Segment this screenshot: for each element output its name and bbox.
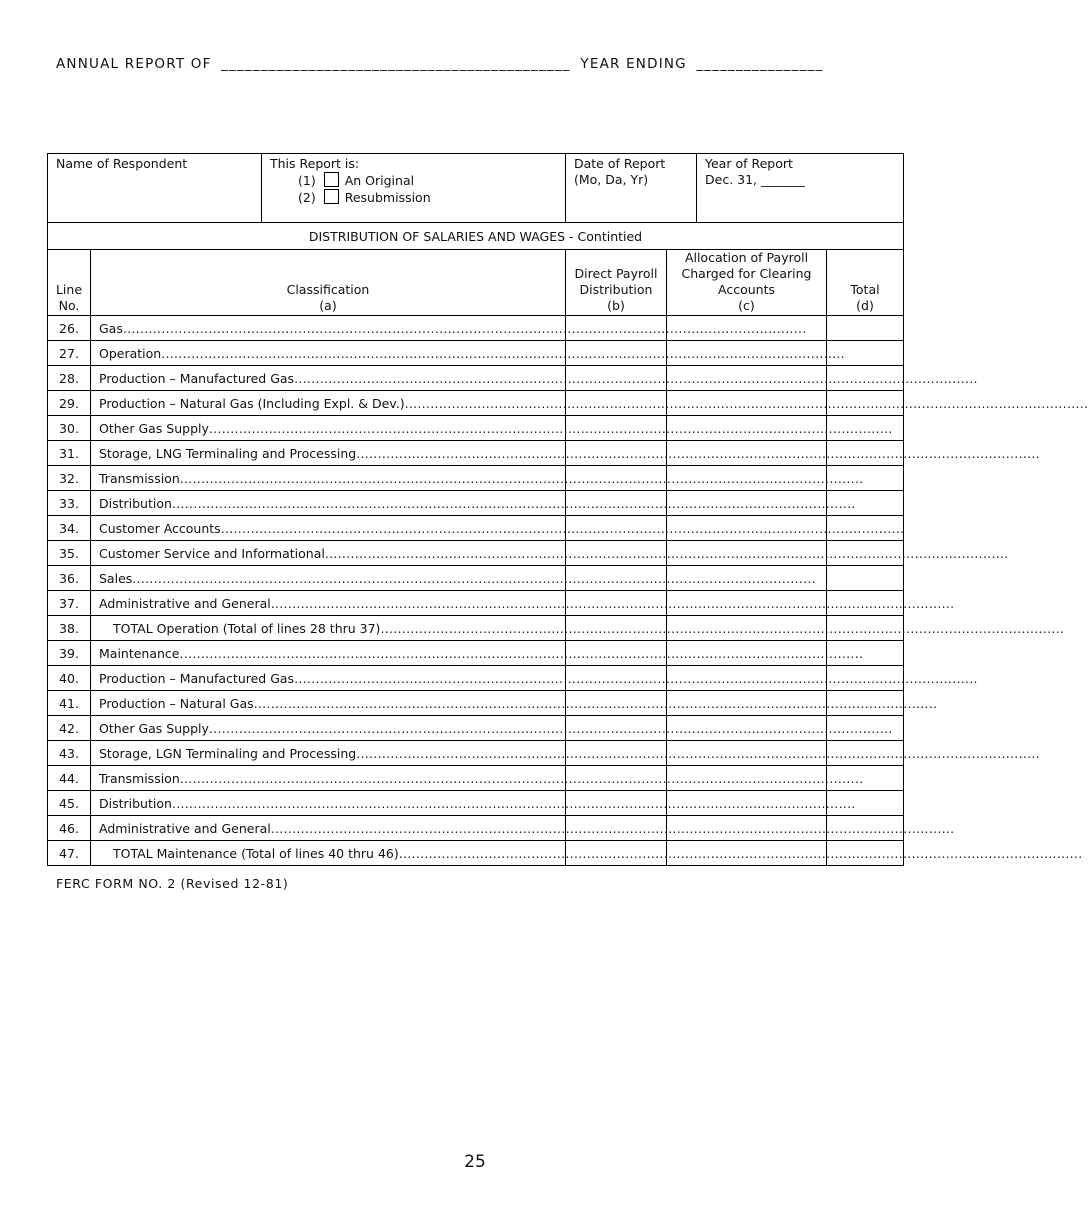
table-row [48, 391, 904, 416]
classification-label: Storage, LGN Terminaling and Processing [99, 745, 357, 761]
col-header-classification: Classification (a) [91, 250, 566, 316]
line-number: 29. [48, 391, 91, 416]
option-original-number: (1) [298, 173, 316, 188]
table-row [48, 841, 904, 866]
classification-label: Production – Natural Gas (Including Expl. & Dev.) [99, 395, 405, 411]
respondent-name-label: Name of Respondent [56, 156, 188, 171]
leader-dots: ................................................................................................................................................................ [356, 745, 1040, 761]
table-row [48, 791, 904, 816]
table-row [48, 341, 904, 366]
classification-label: Distribution [99, 495, 172, 511]
leader-dots: ................................................................................................................................................................ [404, 395, 1088, 411]
classification-label: Customer Service and Informational [99, 545, 325, 561]
line-number: 43. [48, 741, 91, 766]
classification-label: Production – Manufactured Gas [99, 670, 295, 686]
line-number: 44. [48, 766, 91, 791]
table-row [48, 816, 904, 841]
col-header-line: Line No. [48, 250, 91, 316]
leader-dots: ................................................................................................................................................................ [179, 770, 864, 786]
leader-dots: ................................................................................................................................................................ [122, 320, 807, 336]
year-of-report-cell[interactable] [697, 154, 904, 223]
classification-cell [91, 716, 893, 741]
table-body [48, 316, 1088, 866]
classification-cell [91, 341, 845, 366]
leader-dots: ................................................................................................................................................................ [179, 645, 864, 661]
table-row [48, 416, 904, 441]
line-number: 34. [48, 516, 91, 541]
page-number: 25 [464, 1152, 486, 1172]
total-input[interactable] [827, 566, 904, 591]
classification-cell [91, 816, 955, 841]
table-row [48, 366, 904, 391]
leader-dots: ................................................................................................................................................................ [171, 495, 856, 511]
line-number: 39. [48, 641, 91, 666]
table-row [48, 716, 904, 741]
annual-report-label: ANNUAL REPORT OF [56, 56, 212, 72]
classification-label: Sales [99, 570, 133, 586]
classification-label: Other Gas Supply [99, 420, 209, 436]
classification-cell [91, 766, 864, 791]
line-number: 32. [48, 466, 91, 491]
option-resubmission-label: Resubmission [344, 190, 431, 205]
form-number: FERC FORM NO. 2 (Revised 12-81) [56, 876, 289, 891]
line-number: 33. [48, 491, 91, 516]
line-number: 36. [48, 566, 91, 591]
table-row [48, 441, 904, 466]
leader-dots: ................................................................................................................................................................ [220, 520, 905, 536]
table-row [48, 466, 904, 491]
year-of-report-label: Year of Report [705, 156, 793, 171]
leader-dots: ................................................................................................................................................................ [270, 820, 955, 836]
option-resubmission [270, 189, 557, 206]
classification-cell [91, 516, 905, 541]
line-number: 30. [48, 416, 91, 441]
leader-dots: ................................................................................................................................................................ [398, 845, 1083, 861]
classification-cell [91, 791, 856, 816]
date-of-report-label: Date of Report [574, 156, 666, 171]
line-number: 27. [48, 341, 91, 366]
table-row [48, 641, 904, 666]
respondent-name-cell[interactable] [48, 154, 262, 223]
table-row [48, 741, 904, 766]
total-input[interactable] [827, 316, 904, 341]
table-row [48, 766, 904, 791]
classification-label: Customer Accounts [99, 520, 221, 536]
leader-dots: ................................................................................................................................................................ [324, 545, 1009, 561]
leader-dots: ................................................................................................................................................................ [270, 595, 955, 611]
classification-label: Transmission [99, 770, 180, 786]
option-original-label: An Original [344, 173, 415, 188]
report-type-cell [262, 154, 566, 223]
leader-dots: ................................................................................................................................................................ [294, 670, 978, 686]
classification-label: TOTAL Operation (Total of lines 28 thru 37) [113, 620, 381, 636]
line-number: 38. [48, 616, 91, 641]
line-number: 28. [48, 366, 91, 391]
line-number: 35. [48, 541, 91, 566]
year-ending-blank[interactable]: ________________ [696, 56, 824, 72]
line-number: 41. [48, 691, 91, 716]
table-row [48, 541, 904, 566]
classification-cell [91, 616, 1065, 641]
classification-label: Production – Manufactured Gas [99, 370, 295, 386]
classification-cell [91, 666, 978, 691]
classification-label: Transmission [99, 470, 180, 486]
classification-cell [91, 841, 1083, 866]
year-ending-label: YEAR ENDING [580, 56, 687, 72]
leader-dots: ................................................................................................................................................................ [171, 795, 856, 811]
classification-cell [91, 316, 807, 341]
classification-cell [91, 641, 864, 666]
line-number: 31. [48, 441, 91, 466]
leader-dots: ................................................................................................................................................................ [356, 445, 1040, 461]
table-row [48, 516, 904, 541]
line-number: 26. [48, 316, 91, 341]
leader-dots: ................................................................................................................................................................ [179, 470, 864, 486]
leader-dots: ................................................................................................................................................................ [161, 345, 845, 361]
classification-label: Maintenance [99, 645, 180, 661]
classification-cell [91, 441, 1040, 466]
classification-label: Other Gas Supply [99, 720, 209, 736]
classification-cell [91, 691, 938, 716]
original-checkbox[interactable] [324, 172, 339, 187]
classification-cell [91, 566, 817, 591]
leader-dots: ................................................................................................................................................................ [208, 420, 893, 436]
date-of-report-cell[interactable] [566, 154, 697, 223]
leader-dots: ................................................................................................................................................................ [208, 720, 893, 736]
classification-cell [91, 541, 1009, 566]
salaries-wages-form [47, 153, 1088, 866]
leader-dots: ................................................................................................................................................................ [132, 570, 817, 586]
classification-label: Administrative and General [99, 820, 271, 836]
line-number: 47. [48, 841, 91, 866]
classification-cell [91, 466, 864, 491]
classification-cell [91, 366, 978, 391]
line-number: 46. [48, 816, 91, 841]
option-original [270, 172, 557, 189]
classification-label: Production – Natural Gas [99, 695, 254, 711]
classification-label: TOTAL Maintenance (Total of lines 40 thru 46) [113, 845, 399, 861]
respondent-name-blank[interactable]: ____________________________________________ [221, 56, 571, 72]
leader-dots: ................................................................................................................................................................ [253, 695, 938, 711]
classification-label: Gas [99, 320, 123, 336]
line-number: 40. [48, 666, 91, 691]
line-number: 42. [48, 716, 91, 741]
leader-dots: ................................................................................................................................................................ [294, 370, 978, 386]
table-row [48, 691, 904, 716]
report-type-label: This Report is: [270, 156, 360, 171]
classification-cell [91, 591, 955, 616]
table-row [48, 491, 904, 516]
table-row [48, 666, 904, 691]
col-header-total: Total (d) [827, 250, 904, 316]
classification-cell [91, 391, 1088, 416]
classification-cell [91, 416, 893, 441]
classification-label: Storage, LNG Terminaling and Processing [99, 445, 357, 461]
line-number: 37. [48, 591, 91, 616]
classification-cell [91, 491, 856, 516]
leader-dots: ................................................................................................................................................................ [380, 620, 1065, 636]
classification-cell [91, 741, 1040, 766]
option-resubmission-number: (2) [298, 190, 316, 205]
col-header-direct-payroll: Direct Payroll Distribution (b) [566, 250, 667, 316]
classification-label: Operation [99, 345, 162, 361]
table-row [48, 316, 904, 341]
resubmission-checkbox[interactable] [324, 189, 339, 204]
classification-label: Distribution [99, 795, 172, 811]
col-header-allocation: Allocation of Payroll Charged for Clearing Accounts (c) [667, 250, 827, 316]
table-row [48, 566, 904, 591]
table-title: DISTRIBUTION OF SALARIES AND WAGES - Contintied [48, 223, 904, 250]
report-header-line [56, 56, 828, 72]
date-format-hint: (Mo, Da, Yr) [574, 172, 649, 187]
classification-label: Administrative and General [99, 595, 271, 611]
line-number: 45. [48, 791, 91, 816]
table-row [48, 591, 904, 616]
year-of-report-value: Dec. 31, _______ [705, 172, 805, 187]
table-row [48, 616, 904, 641]
